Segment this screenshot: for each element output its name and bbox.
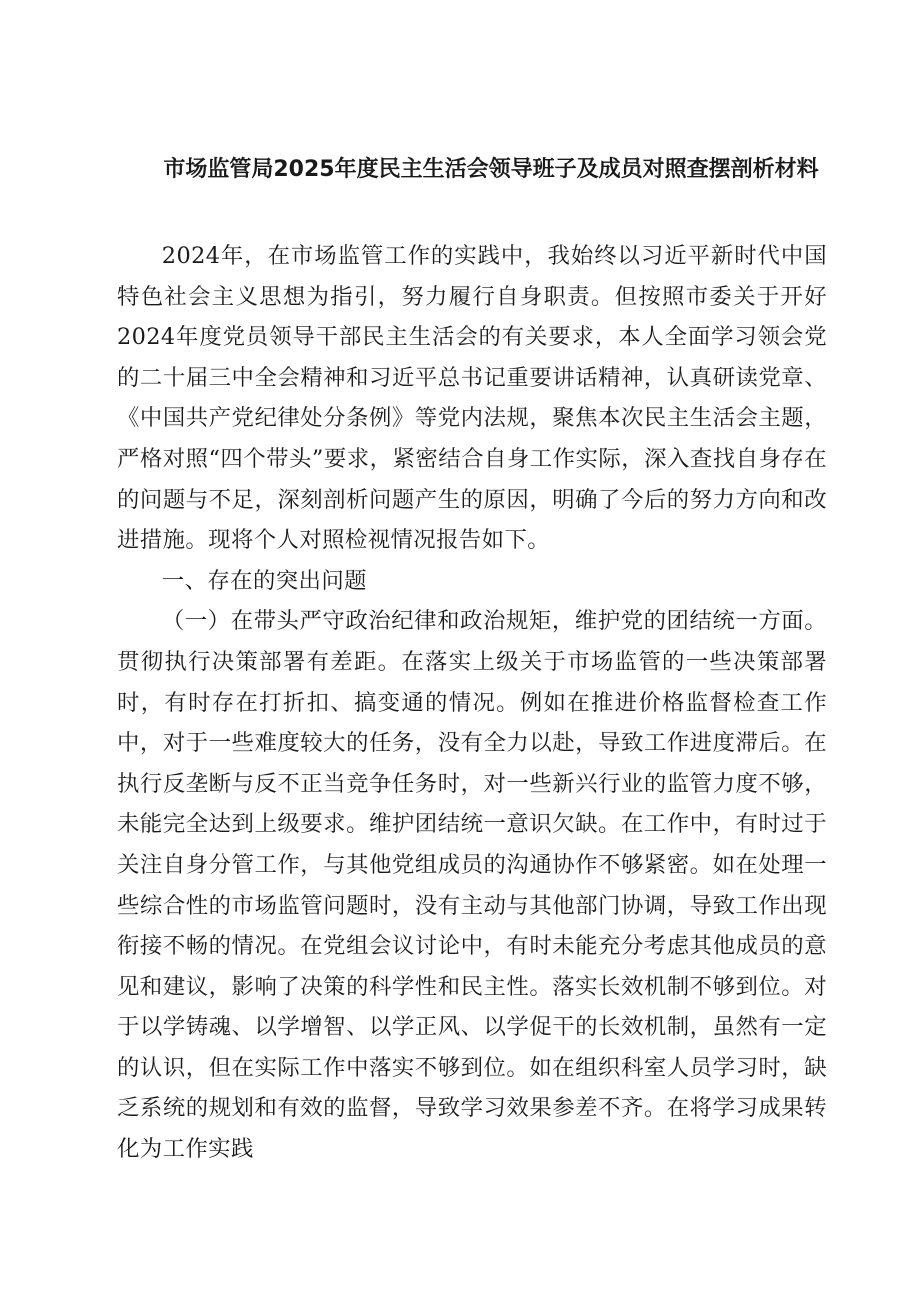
section-paragraph: （一）在带头严守政治纪律和政治规矩，维护党的团结统一方面。贯彻执行决策部署有差距。在落实上级关于市场监管的一些决策部署时，有时存在打折扣、搞变通的情况。例如在推进价格监督检查工作中，对于一些难度较大的任务，没有全力以赴，导致工作进度滞后。在执行反垄断与反不正当竞争任务时，对一些新兴行业的监管力度不够，未能完全达到上级要求。维护团结统一意识欠缺。在工作中，有时过于关注自身分管工作，与其他党组成员的沟通协作不够紧密。如在处理一些综合性的市场监管问题时，没有主动与其他部门协调，导致工作出现衔接不畅的情况。在党组会议讨论中，有时未能充分考虑其他成员的意见和建议，影响了决策的科学性和民主性。落实长效机制不够到位。对于以学铸魂、以学增智、以学正风、以学促干的长效机制，虽然有一定的认识，但在实际工作中落实不够到位。如在组织科室人员学习时，缺乏系统的规划和有效的监督，导致学习效果参差不齐。在将学习成果转化为工作实践 xyxy=(117,608,827,1163)
section-heading: 一、存在的突出问题 xyxy=(161,567,367,594)
document-title: 市场监管局2025年度民主生活会领导班子及成员对照查摆剖析材料 xyxy=(163,157,819,182)
intro-paragraph: 2024年，在市场监管工作的实践中，我始终以习近平新时代中国特色社会主义思想为指引，努力履行自身职责。但按照市委关于开好2024年度党员领导干部民主生活会的有关要求，本人全面学习领会党的二十届三中全会精神和习近平总书记重要讲话精神，认真研读党章、《中国共产党纪律处分条例》等党内法规，聚焦本次民主生活会主题，严格对照“四个带头”要求，紧密结合自身工作实际，深入查找自身存在的问题与不足，深刻剖析问题产生的原因，明确了今后的努力方向和改进措施。现将个人对照检视情况报告如下。 xyxy=(117,243,827,554)
document-body xyxy=(117,236,827,1170)
